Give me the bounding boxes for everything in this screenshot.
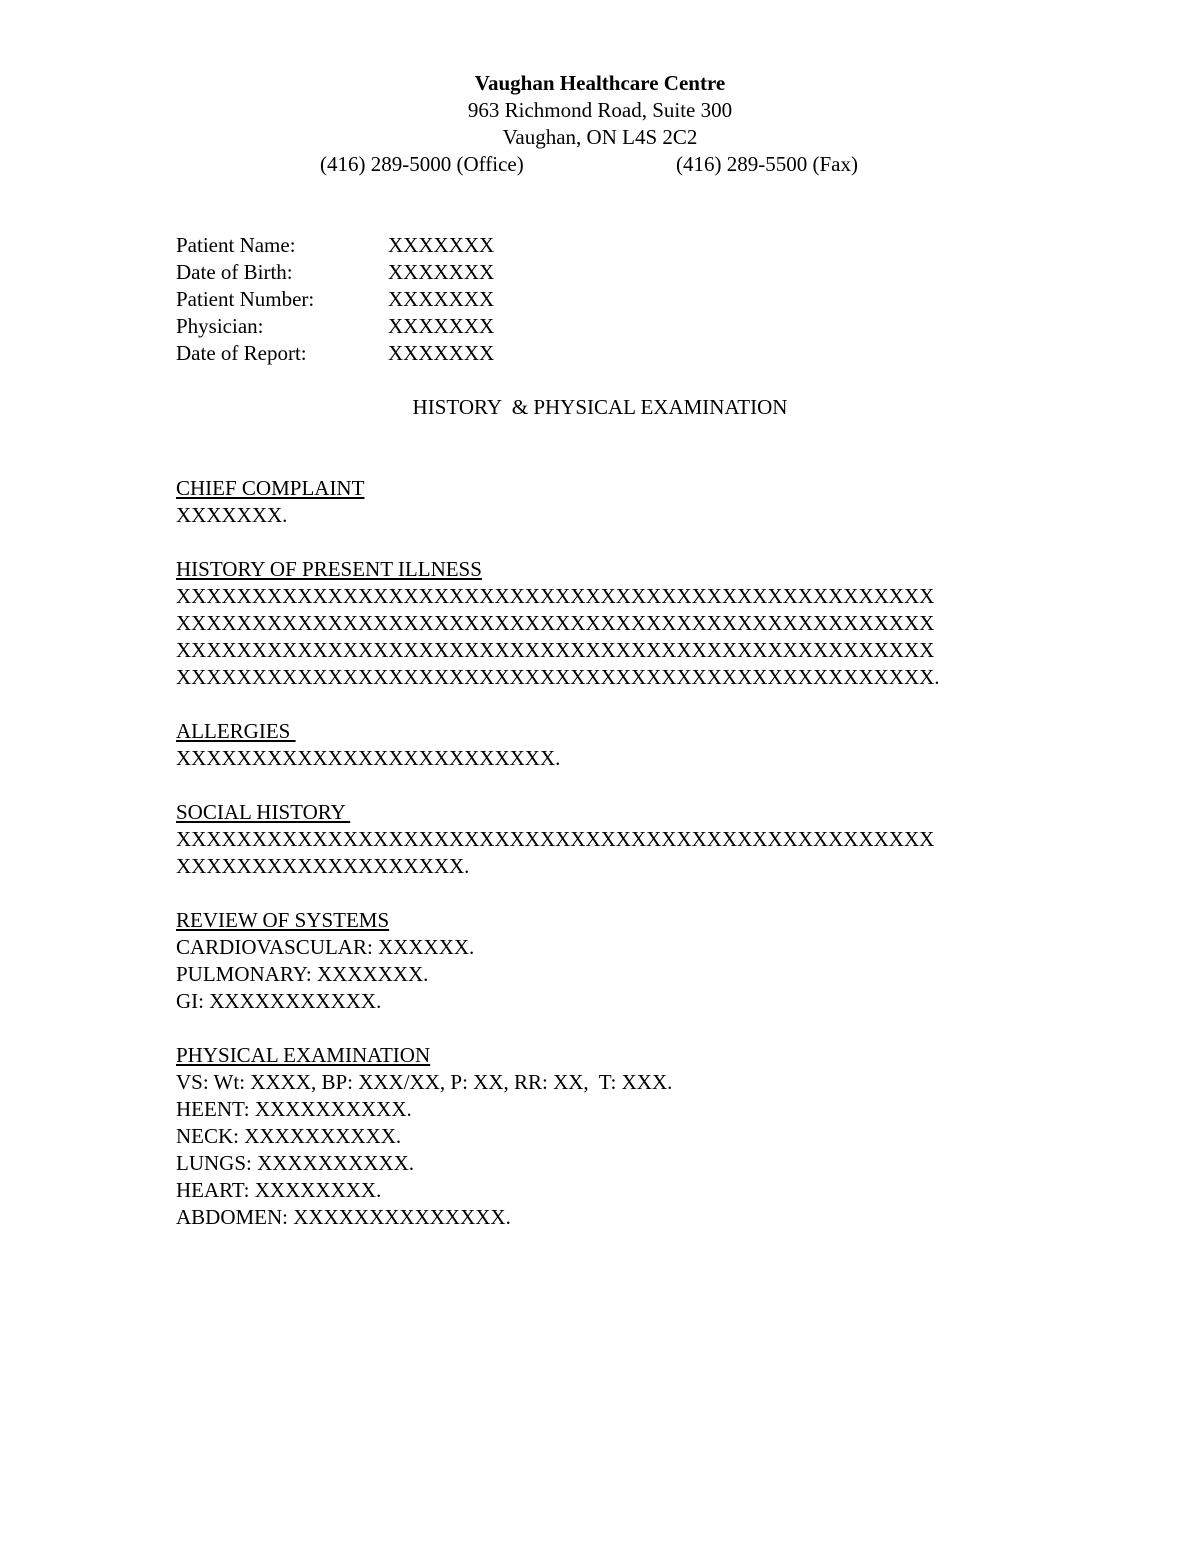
patient-info-label: Physician: [176,314,264,338]
patient-info-row [176,313,1056,340]
section-allergies [176,718,1056,772]
section-line: XXXXXXXXXXXXXXXXXXXXXXXXXXXXXXXXXXXXXXXXXXXXXXXXXX [176,584,935,608]
section-heading: ALLERGIES [176,719,296,743]
section-heading: PHYSICAL EXAMINATION [176,1043,431,1067]
section-line: XXXXXXXXXXXXXXXXXXXXXXXXXXXXXXXXXXXXXXXXXXXXXXXXXX. [176,665,940,689]
section-line: XXXXXXXXXXXXXXXXXXXXXXXXXXXXXXXXXXXXXXXXXXXXXXXXXX [176,611,935,635]
section-line: PULMONARY: XXXXXXX. [176,962,429,986]
patient-info-value: XXXXXXX [388,287,495,311]
section-line: XXXXXXX. [176,503,288,527]
patient-info-label: Patient Name: [176,233,296,257]
patient-info-row [176,340,1056,367]
section-history-present-illness [176,556,1056,691]
report-title: HISTORY & PHYSICAL EXAMINATION [412,395,788,419]
section-chief-complaint [176,475,1056,529]
section-line: XXXXXXXXXXXXXXXXXXXXXXXXXXXXXXXXXXXXXXXXXXXXXXXXXX [176,638,935,662]
section-heading: REVIEW OF SYSTEMS [176,908,390,932]
patient-info-block [176,232,1056,367]
patient-info-row [176,286,1056,313]
section-social-history [176,799,1056,880]
section-line: ABDOMEN: XXXXXXXXXXXXXX. [176,1205,511,1229]
section-line: XXXXXXXXXXXXXXXXXXXXXXXXX. [176,746,561,770]
section-heading: HISTORY OF PRESENT ILLNESS [176,557,482,581]
section-line: VS: Wt: XXXX, BP: XXX/XX, P: XX, RR: XX, T: XXX. [176,1070,673,1094]
patient-info-value: XXXXXXX [388,260,495,284]
section-heading: CHIEF COMPLAINT [176,476,365,500]
patient-info-value: XXXXXXX [388,341,495,365]
office-phone: (416) 289-5000 (Office) [320,152,524,176]
section-review-of-systems [176,907,1056,1015]
section-line: XXXXXXXXXXXXXXXXXXX. [176,854,470,878]
patient-info-row [176,232,1056,259]
section-line: GI: XXXXXXXXXXX. [176,989,382,1013]
section-line: XXXXXXXXXXXXXXXXXXXXXXXXXXXXXXXXXXXXXXXXXXXXXXXXXX [176,827,935,851]
clinic-name: Vaughan Healthcare Centre [474,71,726,95]
patient-info-label: Patient Number: [176,287,315,311]
patient-info-value: XXXXXXX [388,233,495,257]
section-line: NECK: XXXXXXXXXX. [176,1124,402,1148]
clinic-address-line1: 963 Richmond Road, Suite 300 [467,98,733,122]
report-body [176,232,1056,1231]
section-line: HEART: XXXXXXXX. [176,1178,382,1202]
section-line: LUNGS: XXXXXXXXXX. [176,1151,414,1175]
fax-phone: (416) 289-5500 (Fax) [676,152,858,176]
patient-info-row [176,259,1056,286]
section-line: HEENT: XXXXXXXXXX. [176,1097,412,1121]
section-physical-examination [176,1042,1056,1231]
clinic-address-line2: Vaughan, ON L4S 2C2 [502,125,698,149]
clinic-phones [0,151,1200,178]
letterhead [0,70,1200,178]
section-line: CARDIOVASCULAR: XXXXXX. [176,935,475,959]
patient-info-label: Date of Report: [176,341,307,365]
patient-info-label: Date of Birth: [176,260,293,284]
patient-info-value: XXXXXXX [388,314,495,338]
section-heading: SOCIAL HISTORY [176,800,351,824]
